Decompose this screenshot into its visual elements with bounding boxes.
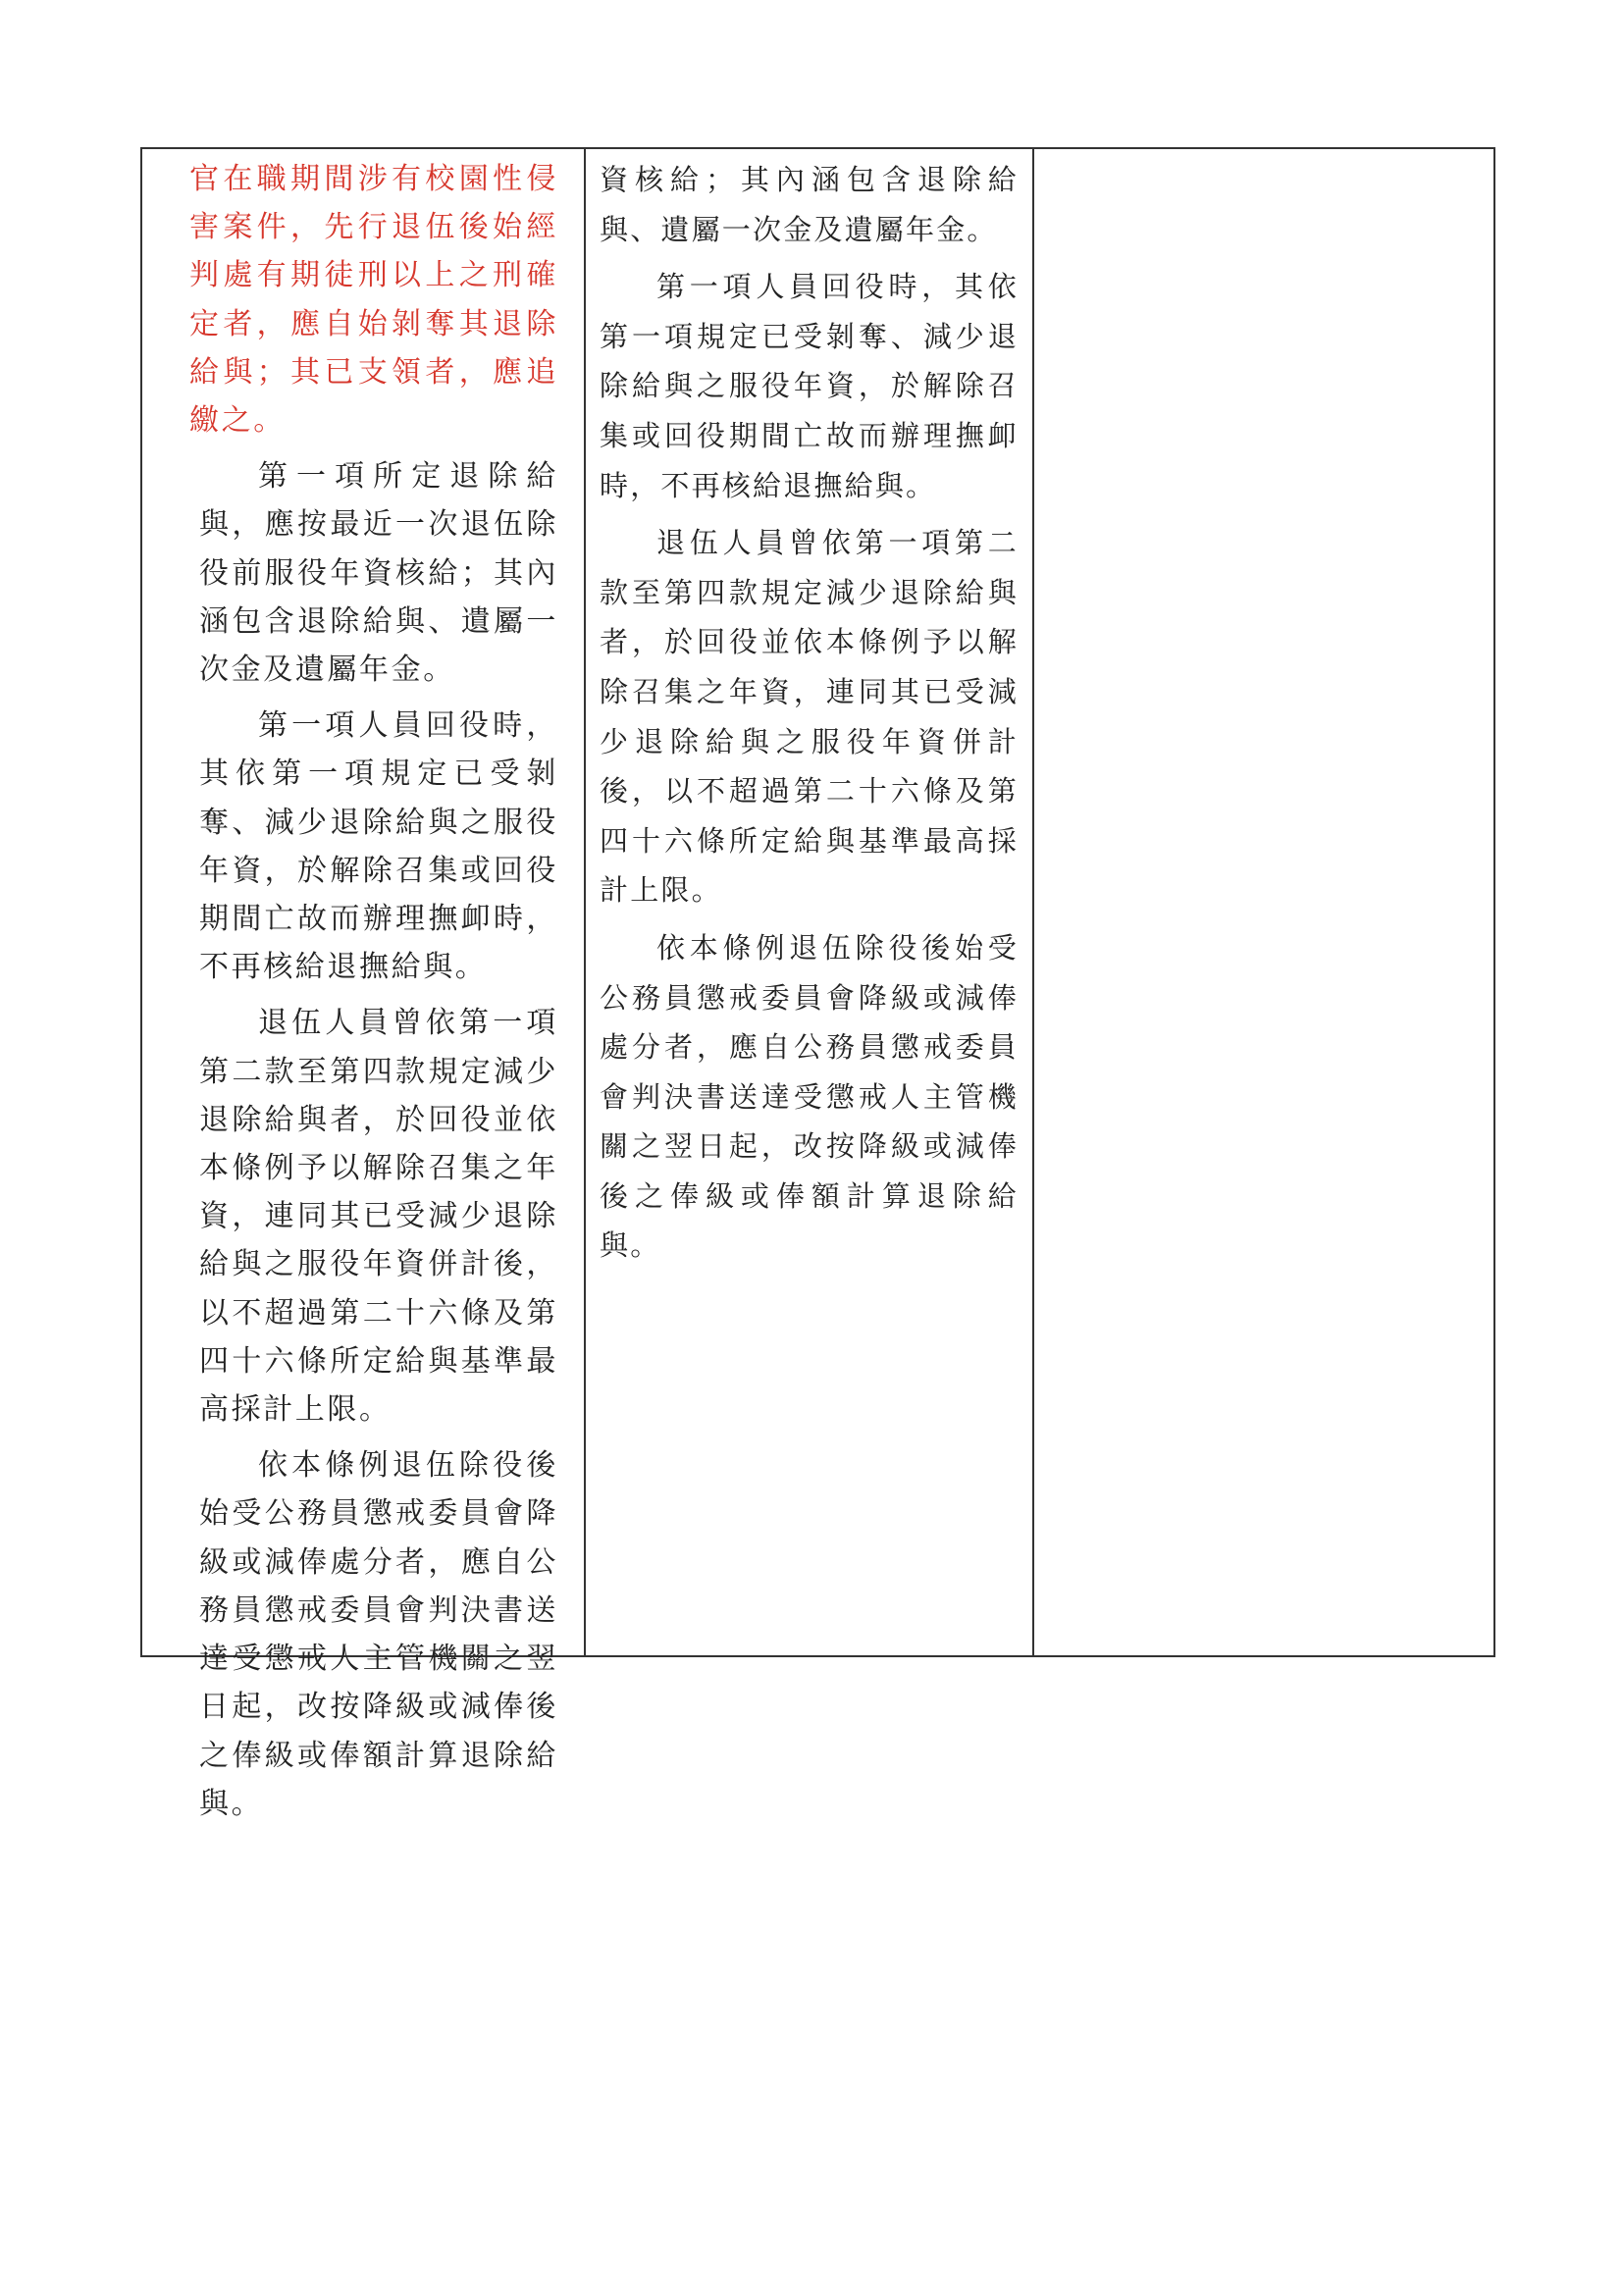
table-column-explanation	[1034, 149, 1493, 1655]
column-1-paragraph-4: 退伍人員曾依第一項第二款至第四款規定減少退除給與者，於回役並依本條例予以解除召集之年資，連同其已受減少退除給與之服役年資併計後，以不超過第二十六條及第四十六條所定給與基準最高採計上限。	[199, 1006, 558, 1428]
column-1-paragraph-1: 官在職期間涉有校園性侵害案件，先行退伍後始經判處有期徒刑以上之刑確定者，應自始剝奪其退除給與；其已支領者，應追繳之。	[189, 162, 558, 439]
column-1-paragraph-5: 依本條例退伍除役後始受公務員懲戒委員會降級或減俸處分者，應自公務員懲戒委員會判決書送達受懲戒人主管機關之翌日起，改按降級或減俸後之俸級或俸額計算退除給與。	[199, 1448, 558, 1821]
column-2-paragraph-3: 退伍人員曾依第一項第二款至第四款規定減少退除給與者，於回役並依本條例予以解除召集之年資，連同其已受減少退除給與之服役年資併計後，以不超過第二十六條及第四十六條所定給與基準最高採計上限。	[600, 526, 1019, 908]
column-2-paragraph-2: 第一項人員回役時，其依第一項規定已受剝奪、減少退除給與之服役年資，於解除召集或回役期間亡故而辦理撫卹時，不再核給退撫給與。	[600, 270, 1019, 502]
column-2-paragraph-1: 資核給；其內涵包含退除給與、遺屬一次金及遺屬年金。	[600, 163, 1019, 246]
column-2-paragraph-4: 依本條例退伍除役後始受公務員懲戒委員會降級或減俸處分者，應自公務員懲戒委員會判決書送達受懲戒人主管機關之翌日起，改按降級或減俸後之俸級或俸額計算退除給與。	[600, 930, 1019, 1263]
comparison-table	[140, 147, 1495, 1821]
table-column-current-text	[586, 149, 1034, 1655]
column-1-paragraph-2: 第一項所定退除給與，應按最近一次退伍除役前服役年資核給；其內涵包含退除給與、遺屬一次金及遺屬年金。	[199, 459, 558, 688]
column-1-paragraph-3: 第一項人員回役時，其依第一項規定已受剝奪、減少退除給與之服役年資，於解除召集或回役期間亡故而辦理撫卹時，不再核給退撫給與。	[199, 708, 558, 985]
table-column-amended-text	[142, 149, 586, 1821]
